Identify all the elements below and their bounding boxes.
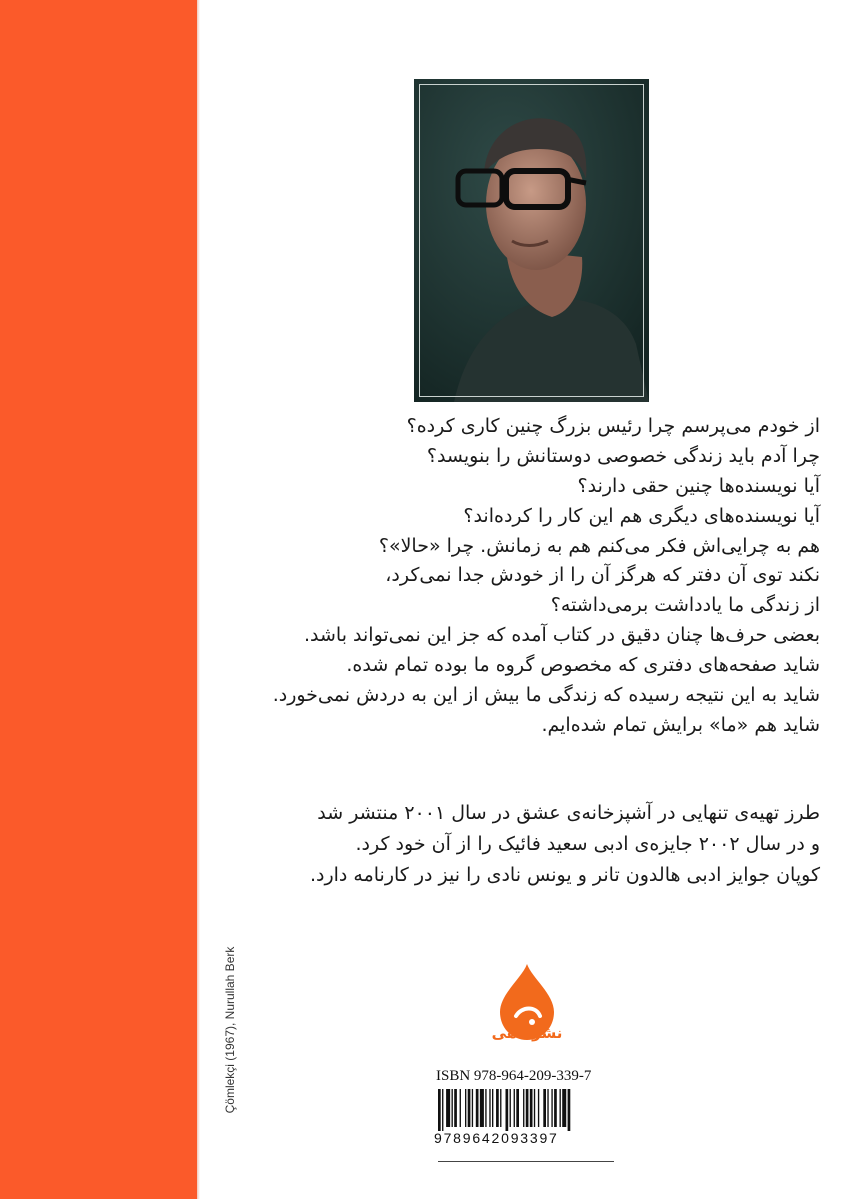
barcode-bar (485, 1089, 486, 1127)
excerpt-line: بعضی حرف‌ها چنان دقیق در کتاب آمده که جز این نمی‌تواند باشد. (303, 624, 820, 647)
barcode-bar (534, 1089, 535, 1127)
excerpt-line: آیا نویسنده‌های دیگری هم این کار را کرده‌اند؟ (463, 504, 820, 527)
barcode-bar (543, 1089, 546, 1127)
back-cover-excerpt (224, 412, 820, 741)
barcode-bar (500, 1089, 501, 1127)
excerpt-line: هم به چرایی‌اش فکر می‌کنم هم به زمانش. چرا «حالا»؟ (378, 534, 820, 557)
barcode-bar (526, 1089, 529, 1127)
excerpt-line: شاید صفحه‌های دفتری که مخصوص گروه ما بوده تمام شده. (346, 654, 820, 677)
barcode-bar (538, 1089, 539, 1127)
barcode-bar (442, 1089, 443, 1131)
excerpt-line: چرا آدم باید زندگی خصوصی دوستانش را بنویسد؟ (426, 444, 820, 467)
cover-art-credit: Çömlekçi (1967), Nurullah Berk (223, 946, 237, 1114)
barcode-bar (472, 1089, 473, 1127)
excerpt-line: شاید هم «ما» برایش تمام شده‌ایم. (541, 713, 820, 736)
barcode-icon (438, 1089, 614, 1131)
barcode-underline (438, 1161, 614, 1162)
barcode-bar (438, 1089, 441, 1131)
spine-edge (197, 0, 200, 1199)
barcode-bar (551, 1089, 552, 1127)
publisher-name: نشرماهی (491, 1024, 563, 1042)
barcode-bar (554, 1089, 557, 1127)
barcode-bar (480, 1089, 484, 1127)
isbn-label: ISBN 978-964-209-339-7 (436, 1068, 592, 1084)
barcode-bar (446, 1089, 450, 1127)
barcode-bar (562, 1089, 566, 1127)
bio-line: کوپان جوایز ادبی هالدون تانر و یونس نادی را نیز در کارنامه دارد. (309, 864, 820, 886)
excerpt-line: نکند توی آن دفتر که هرگز آن را از خودش جدا نمی‌کرد، (385, 564, 820, 587)
author-photo (414, 79, 649, 402)
barcode-bar (465, 1089, 466, 1127)
barcode-bar (454, 1089, 457, 1127)
excerpt-line: آیا نویسنده‌ها چنین حقی دارند؟ (577, 474, 820, 497)
barcode-bar (568, 1089, 571, 1131)
barcode-bar (476, 1089, 479, 1127)
bio-line: طرز تهیه‌ی تنهایی در آشپزخانه‌ی عشق در سال ۲۰۰۱ منتشر شد (317, 802, 820, 824)
barcode-bar (530, 1089, 533, 1127)
barcode-bar (468, 1089, 471, 1127)
barcode-bar (496, 1089, 499, 1127)
barcode-bar (547, 1089, 548, 1127)
barcode-bar (523, 1089, 524, 1127)
barcode-bar (514, 1089, 515, 1127)
barcode-bar (506, 1089, 509, 1131)
barcode-bar (452, 1089, 453, 1127)
barcode-bar (510, 1089, 511, 1127)
barcode-bar (492, 1089, 493, 1127)
excerpt-line: شاید به این نتیجه رسیده که زندگی ما بیش از این به دردش نمی‌خورد. (272, 684, 820, 707)
barcode-bar (560, 1089, 561, 1127)
barcode-bar (489, 1089, 490, 1127)
photo-frame (419, 84, 644, 397)
excerpt-line: از زندگی ما یادداشت برمی‌داشته؟ (550, 594, 820, 617)
excerpt-line: از خودم می‌پرسم چرا رئیس بزرگ چنین کاری کرده؟ (406, 415, 820, 437)
spine-panel (0, 0, 197, 1199)
barcode-bar (516, 1089, 519, 1127)
author-bio (224, 798, 820, 891)
bio-line: و در سال ۲۰۰۲ جایزه‌ی ادبی سعید فائیک را از آن خود کرد. (355, 833, 820, 855)
barcode-bar (460, 1089, 461, 1127)
barcode-digits: 9789642093397 (434, 1130, 559, 1146)
